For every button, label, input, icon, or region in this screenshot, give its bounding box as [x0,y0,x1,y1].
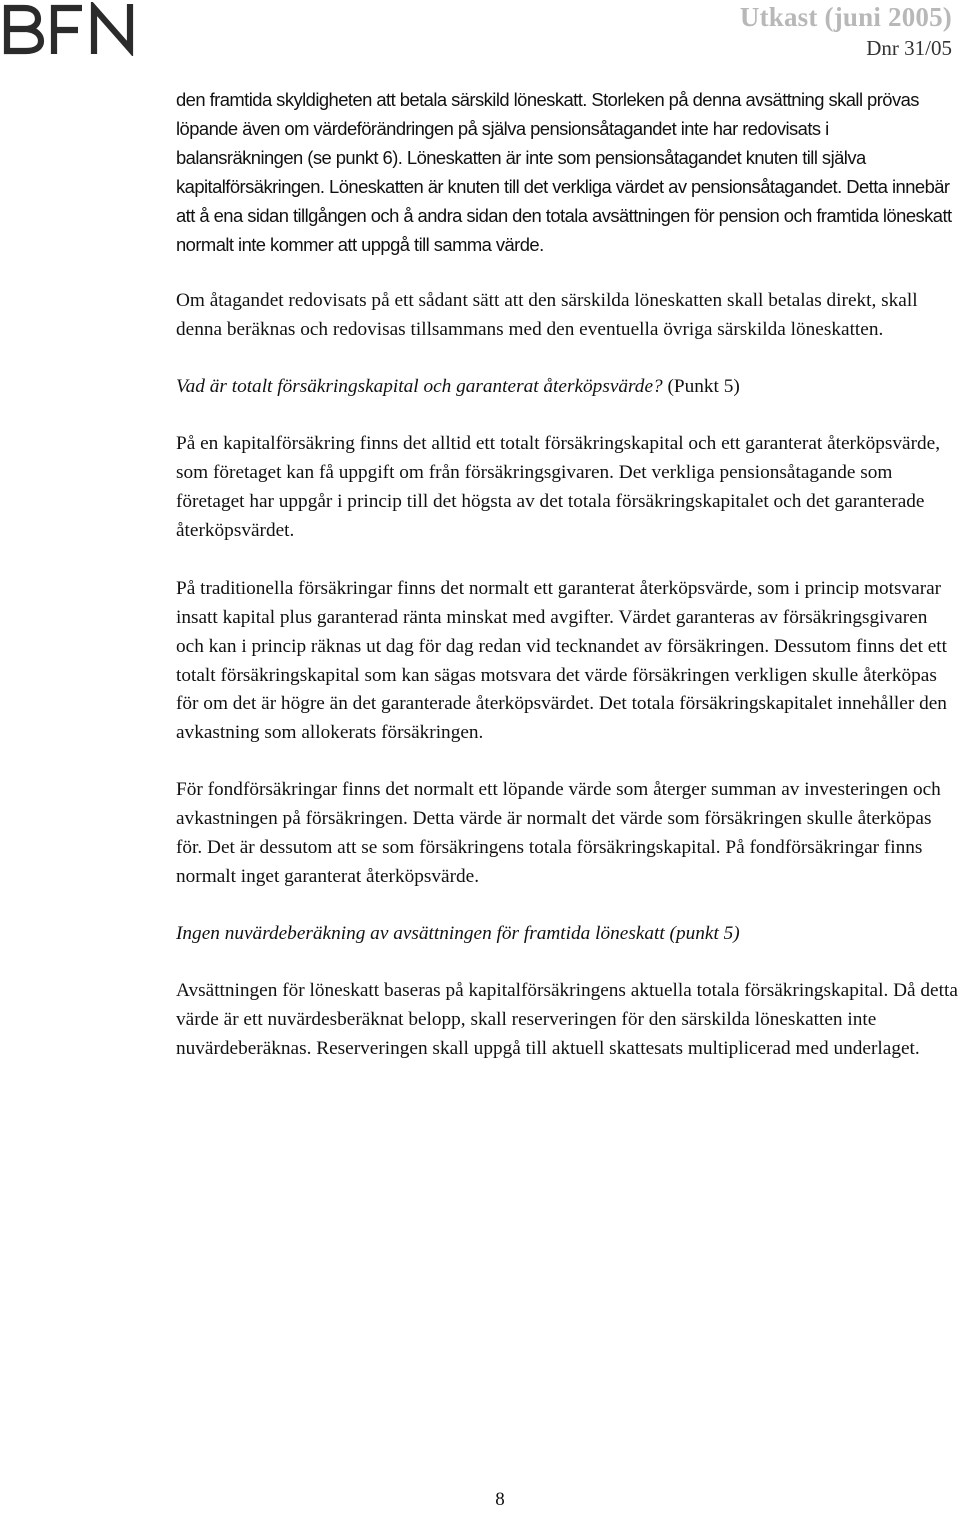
paragraph-capital-insurance: På en kapitalförsäkring finns det alltid ett totalt försäkringskapital och ett garanterat återköpsvärde, som företaget kan få uppgift om från försäkringsgivaren. Det verkliga pensionsåtagande som företaget har uppgår i princip till det högsta av det totala försäkringskapitalet och det garanterade återköpsvärdet. [176,433,941,541]
paragraph-tax-provision: Avsättningen för löneskatt baseras på kapitalförsäkringens aktuella totala försäkringskapital. Då detta värde är ett nuvärdesberäknat belopp, skall reserveringen för den särskilda löneskatten inte nuvärdeberäknas. Reserveringen skall uppgå till aktuell skattesats multiplicerad med underlaget. [176,979,958,1059]
document-body [176,86,958,1063]
section-heading-present-value: Ingen nuvärdeberäkning av avsättningen för framtida löneskatt (punkt 5) [176,922,740,944]
paragraph-traditional-insurance: På traditionella försäkringar finns det normalt ett garanterat återköpsvärde, som i princip motsvarar insatt kapital plus garanterad ränta minskat med avgifter. Värdet garanteras av försäkringsgivaren och kan i princip räknas ut dag för dag redan vid tecknandet av försäkringen. Dessutom finns det ett totalt försäkringskapital som kan sägas motsvara det värde försäkringen verkligen skulle återköpas för om det är högre än det garanterade återköpsvärdet. Det totala försäkringskapitalet innehåller den avkastning som allokerats försäkringen. [176,577,948,744]
document-header [740,0,952,61]
paragraph-direct-payment: Om åtagandet redovisats på ett sådant sätt att den särskilda löneskatten skall betalas direkt, skall denna beräknas och redovisas tillsammans med den eventuella övriga särskilda löneskatten. [176,290,918,341]
page-number: 8 [495,1489,505,1510]
section-heading-capital-text: Vad är totalt försäkringskapital och garanterat återköpsvärde? [176,376,663,398]
paragraph-continuation-part-2: Detta innebär att å ena sidan tillgången och å andra sidan den totala avsättningen för pension och framtida löneskatt normalt inte kommer att uppgå till samma värde. [176,175,952,255]
paragraph-continuation-part-1: den framtida skyldigheten att betala särskild löneskatt. Storleken på denna avsättning skall prövas löpande även om värdeförändringen på själva pensionsåtagandet inte har redovisats i balansräkningen (se punkt 6). Löneskatten är inte som pensionsåtagandet knuten till själva kapitalförsäkringen. Löneskatten är knuten till det verkliga värdet av pensionsåtagandet. [176,89,919,197]
section-heading-capital-reference: (Punkt 5) [667,376,740,398]
paragraph-fund-insurance: För fondförsäkringar finns det normalt ett löpande värde som återger summan av investeringen och avkastningen på försäkringen. Detta värde är normalt det värde som försäkringen skulle återköpas för. Det är dessutom att se som försäkringens totala försäkringskapital. På fondförsäkringar finns normalt inget garanterat återköpsvärde. [176,779,941,887]
paragraph-continuation [176,86,958,259]
section-heading-capital [176,373,958,402]
bfn-logo [2,2,140,56]
draft-title: Utkast (juni 2005) [739,2,952,32]
document-number: Dnr 31/05 [866,36,952,60]
